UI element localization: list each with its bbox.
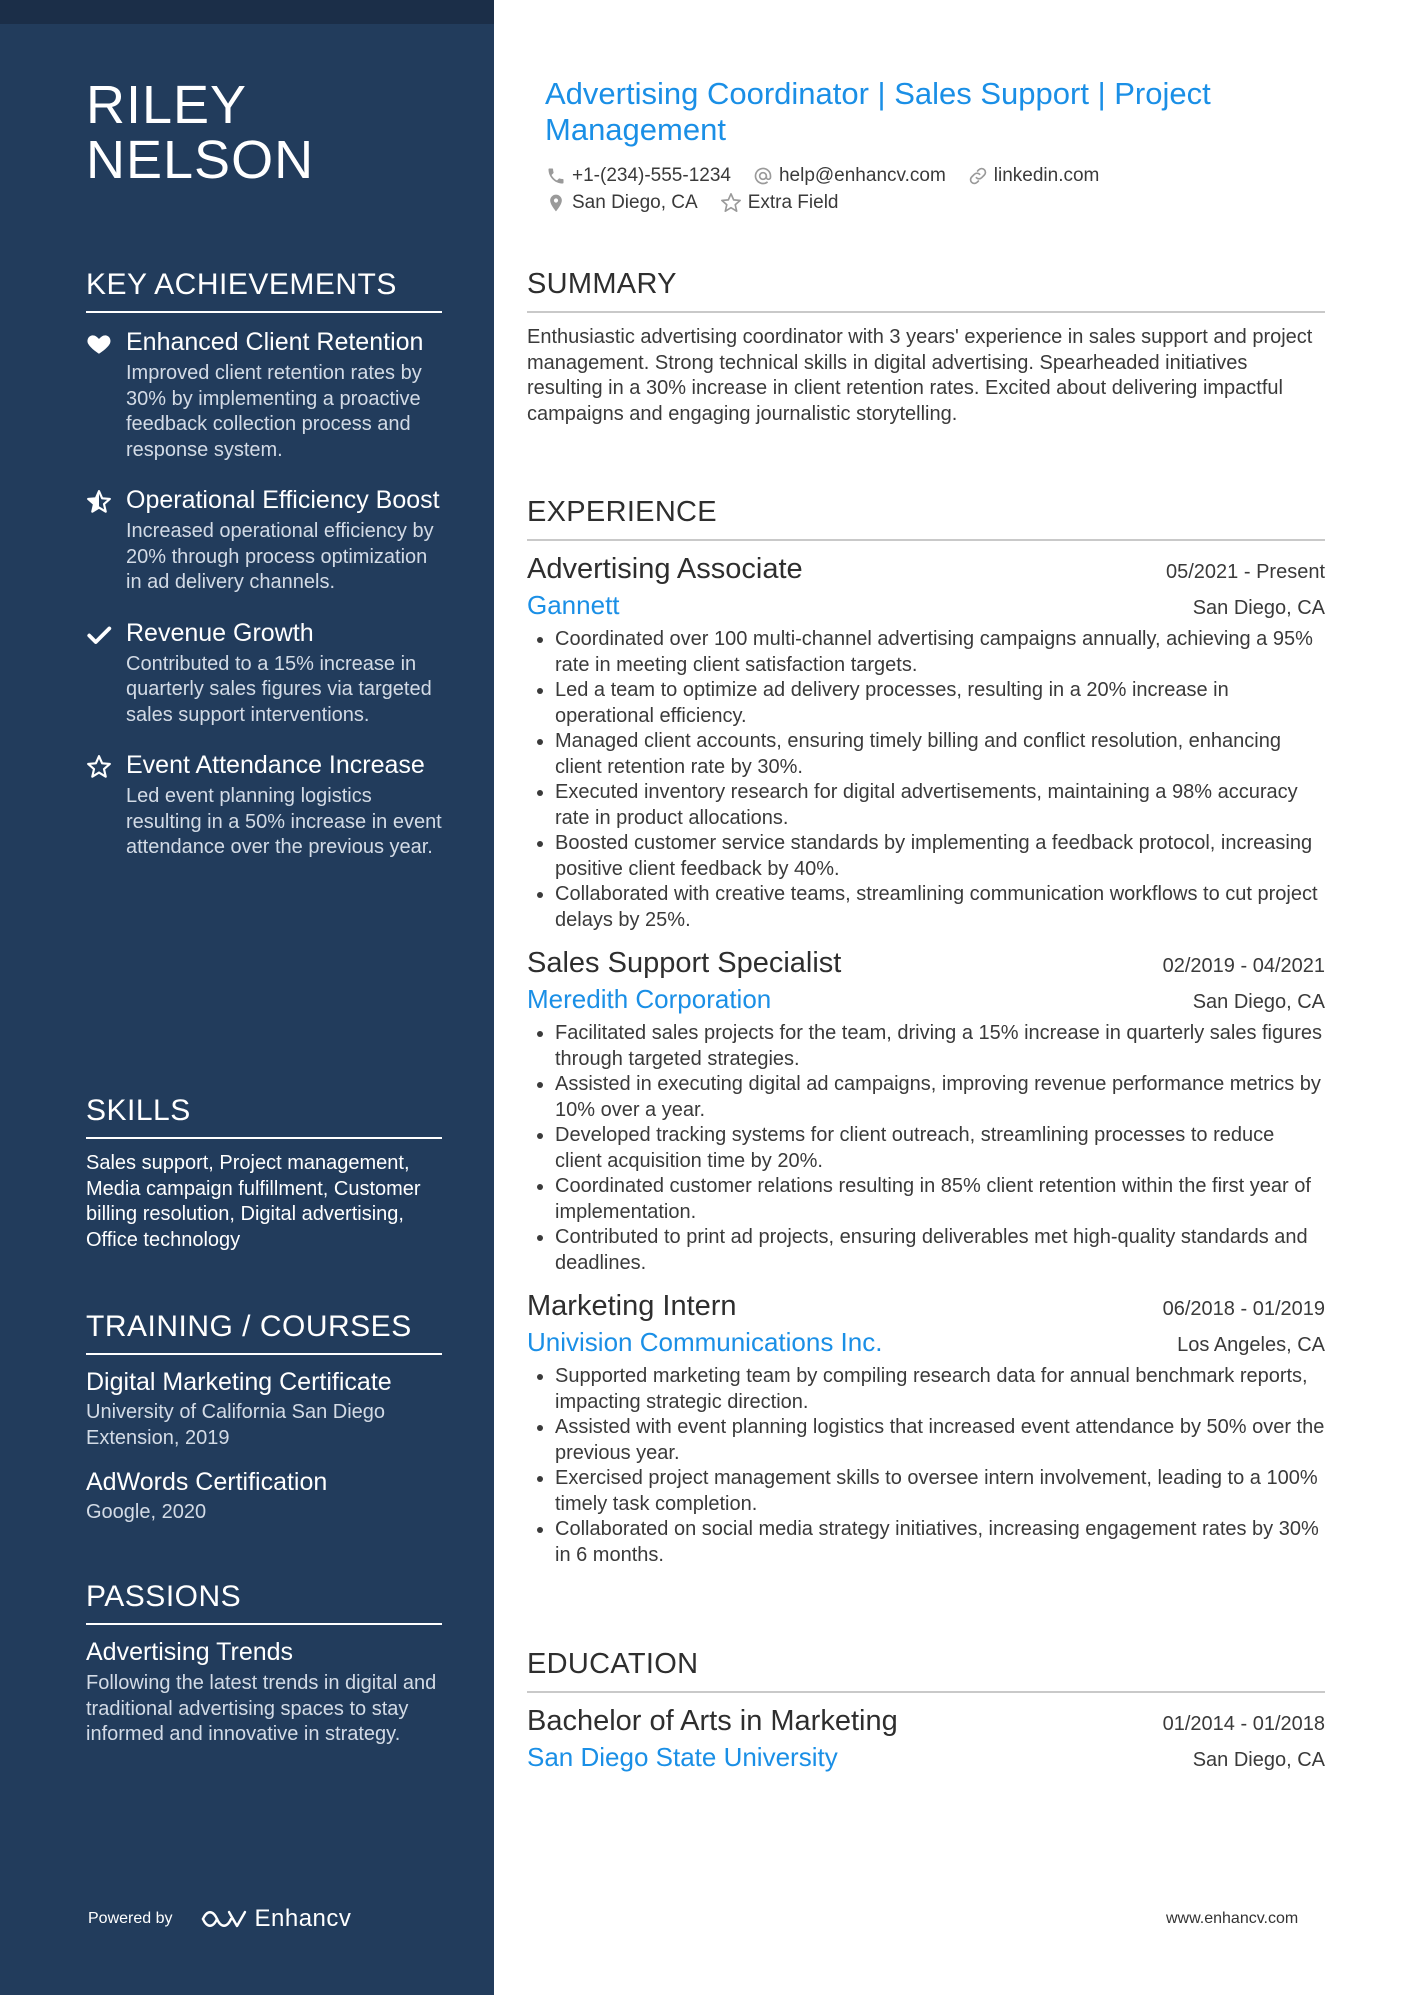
job-bullets [527, 1021, 1325, 1276]
person-name [86, 75, 315, 190]
experience-heading: EXPERIENCE [527, 496, 1325, 541]
job-dates: 06/2018 - 01/2019 [1162, 1298, 1325, 1320]
achievement-title: Operational Efficiency Boost [126, 486, 440, 514]
sidebar-top-strip [0, 0, 494, 24]
phone-text: +1-(234)-555-1234 [572, 165, 731, 186]
job-location: San Diego, CA [1192, 991, 1325, 1013]
enhancv-logo-icon [199, 1906, 247, 1932]
link-contact[interactable] [968, 162, 1100, 189]
achievement-item [86, 750, 442, 861]
achievement-desc: Contributed to a 15% increase in quarterly sales figures via targeted sales support interventions. [126, 652, 432, 726]
headline: Advertising Coordinator | Sales Support | Project Management [545, 76, 1211, 147]
education-location: San Diego, CA [1192, 1749, 1325, 1771]
extra-contact [720, 189, 839, 216]
powered-label: Powered by [88, 1910, 173, 1927]
bullet-item: • Coordinated customer relations resulting in 85% client retention within the first year of implementation. [555, 1174, 1325, 1225]
email-text: help@enhancv.com [778, 165, 946, 186]
skills-heading: SKILLS [86, 1094, 442, 1139]
achievements-section [86, 268, 442, 861]
job-title: Marketing Intern [527, 1290, 737, 1322]
job-dates: 05/2021 - Present [1166, 561, 1325, 583]
passion-desc: Following the latest trends in digital and traditional advertising spaces to stay informed and innovative in strategy. [86, 1672, 437, 1745]
job-bullets [527, 1364, 1325, 1568]
bullet-item: • Led a team to optimize ad delivery processes, resulting in a 20% increase in operational efficiency. [555, 678, 1325, 729]
summary-text: Enthusiastic advertising coordinator with 3 years' experience in sales support and project management. Strong technical skills in digital advertising. Spearheaded initiatives resulting in a 30% increase in client retention rates. Excited about delivering impactful campaigns and engaging journalistic storytelling. [527, 326, 1313, 425]
achievement-desc: Improved client retention rates by 30% by implementing a proactive feedback collection process and response system. [126, 362, 422, 461]
bullet-item: • Collaborated with creative teams, streamlining communication workflows to cut project delays by 25%. [555, 882, 1325, 933]
phone-icon [546, 166, 566, 186]
education-dates: 01/2014 - 01/2018 [1162, 1713, 1325, 1735]
skills-section [86, 1094, 442, 1253]
bullet-item: • Supported marketing team by compiling research data for annual benchmark reports, impacting strategic direction. [555, 1364, 1325, 1415]
last-name: NELSON [86, 130, 315, 190]
course-title: Digital Marketing Certificate [86, 1368, 392, 1396]
passions-heading: PASSIONS [86, 1580, 442, 1625]
job-entry [527, 1290, 1325, 1568]
bullet-item: • Managed client accounts, ensuring timely billing and conflict resolution, enhancing client retention rate by 30%. [555, 729, 1325, 780]
bullet-item: • Facilitated sales projects for the team, driving a 15% increase in quarterly sales figures through targeted strategies. [555, 1021, 1325, 1072]
achievement-title: Revenue Growth [126, 618, 314, 647]
job-location: San Diego, CA [1192, 597, 1325, 619]
achievement-item [86, 618, 442, 729]
brand-logo[interactable] [199, 1905, 352, 1933]
achievement-desc: Increased operational efficiency by 20% through process optimization in ad delivery channels. [126, 520, 434, 593]
education-section [527, 1648, 1325, 1773]
link-text: linkedin.com [993, 165, 1100, 186]
link-icon [968, 166, 988, 186]
bullet-item: • Assisted with event planning logistics that increased event attendance by 50% over the previous year. [555, 1415, 1325, 1466]
experience-section [527, 496, 1325, 1568]
training-heading: TRAINING / COURSES [86, 1310, 442, 1355]
job-bullets [527, 627, 1325, 933]
extra-text: Extra Field [747, 192, 839, 213]
school-name: San Diego State University [527, 1742, 838, 1772]
company-name: Meredith Corporation [527, 984, 772, 1014]
summary-section [527, 268, 1325, 427]
course-sub: Google, 2020 [86, 1501, 207, 1523]
achievements-heading: KEY ACHIEVEMENTS [86, 268, 442, 313]
job-dates: 02/2019 - 04/2021 [1162, 955, 1325, 977]
summary-heading: SUMMARY [527, 268, 1325, 313]
achievement-title: Event Attendance Increase [126, 751, 425, 779]
star-half-icon [86, 489, 112, 515]
job-entry [527, 947, 1325, 1276]
job-title: Advertising Associate [527, 553, 803, 585]
bullet-item: • Collaborated on social media strategy initiatives, increasing engagement rates by 30% in 6 months. [555, 1517, 1325, 1568]
heart-icon [86, 331, 112, 357]
location-contact [546, 189, 698, 216]
footer-url[interactable]: www.enhancv.com [1166, 1910, 1299, 1927]
contact-info [546, 162, 1306, 216]
company-name: Univision Communications Inc. [527, 1327, 883, 1357]
achievement-title: Enhanced Client Retention [126, 328, 424, 356]
bullet-item: • Executed inventory research for digital advertisements, maintaining a 98% accuracy rate in product allocations. [555, 780, 1325, 831]
job-title: Sales Support Specialist [527, 947, 842, 979]
company-name: Gannett [527, 590, 620, 620]
training-section [86, 1310, 442, 1525]
at-icon [753, 166, 773, 186]
email-contact[interactable] [753, 162, 946, 189]
degree: Bachelor of Arts in Marketing [527, 1705, 898, 1737]
brand-name: Enhancv [254, 1905, 352, 1932]
bullet-item: • Coordinated over 100 multi-channel advertising campaigns annually, achieving a 95% rate in meeting client satisfaction targets. [555, 627, 1325, 678]
education-entry [527, 1705, 1325, 1773]
skills-text: Sales support, Project management, Media campaign fulfillment, Customer billing resolution, Digital advertising, Office technology [86, 1152, 421, 1251]
star-icon [720, 192, 742, 214]
powered-by [88, 1905, 351, 1933]
check-icon [86, 622, 112, 648]
location-text: San Diego, CA [572, 192, 698, 213]
bullet-item: • Developed tracking systems for client outreach, streamlining processes to reduce client acquisition time by 20%. [555, 1123, 1325, 1174]
sidebar [0, 0, 494, 1995]
passion-title: Advertising Trends [86, 1638, 294, 1666]
achievement-item [86, 327, 442, 463]
location-pin-icon [546, 193, 566, 213]
bullet-item: • Contributed to print ad projects, ensuring deliverables met high-quality standards and deadlines. [555, 1225, 1325, 1276]
course-title: AdWords Certification [86, 1468, 328, 1496]
bullet-item: • Exercised project management skills to oversee intern involvement, leading to a 100% timely task completion. [555, 1466, 1325, 1517]
first-name: RILEY [86, 75, 248, 135]
star-outline-icon [86, 754, 112, 780]
achievement-desc: Led event planning logistics resulting in a 50% increase in event attendance over the previous year. [126, 785, 442, 858]
job-entry [527, 553, 1325, 933]
education-heading: EDUCATION [527, 1648, 1325, 1693]
job-location: Los Angeles, CA [1177, 1334, 1325, 1356]
phone-contact[interactable] [546, 162, 731, 189]
bullet-item: • Assisted in executing digital ad campaigns, improving revenue performance metrics by 10% over a year. [555, 1072, 1325, 1123]
bullet-item: • Boosted customer service standards by implementing a feedback protocol, increasing positive client feedback by 40%. [555, 831, 1325, 882]
achievement-item [86, 485, 442, 596]
course-sub: University of California San Diego Extension, 2019 [86, 1401, 386, 1449]
passions-section [86, 1580, 442, 1748]
